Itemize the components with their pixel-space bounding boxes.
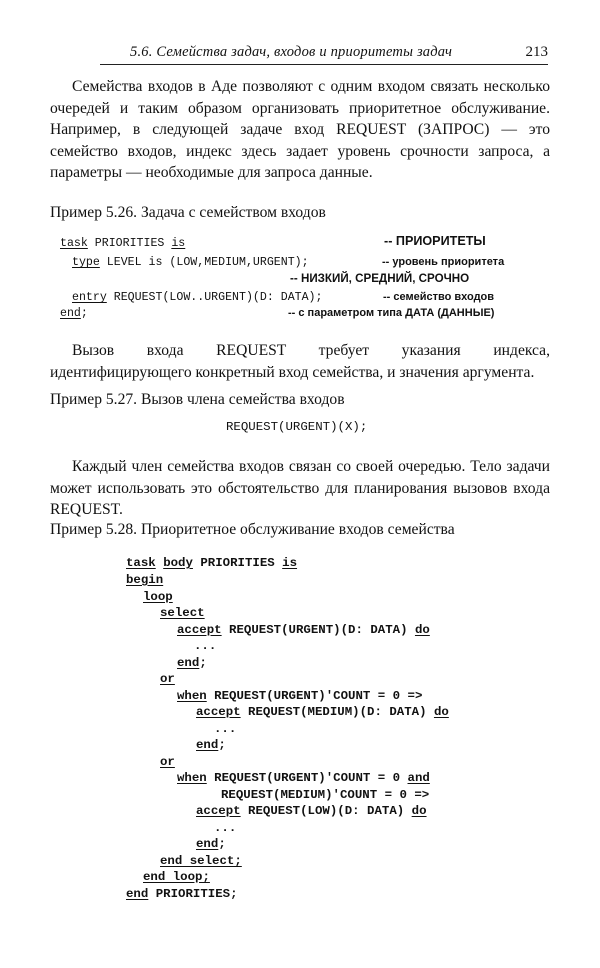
code-line xyxy=(143,590,173,604)
example-5-27-caption: Пример 5.27. Вызов члена семейства входов xyxy=(50,391,345,408)
section-title: 5.6. Семейства задач, входов и приоритеты задач xyxy=(130,44,453,60)
keyword: task xyxy=(126,556,156,570)
code-line xyxy=(72,256,309,270)
paragraph-entry-queues: Каждый член семейства входов связан со своей очередью. Тело задачи может использовать это обстоятельство для планирования вызовов входа REQUEST. xyxy=(50,458,550,518)
keyword: entry xyxy=(72,291,107,304)
code-line xyxy=(160,672,175,686)
code-comment: -- НИЗКИЙ, СРЕДНИЙ, СРОЧНО xyxy=(290,272,470,285)
code-line xyxy=(196,705,449,719)
code-line xyxy=(160,854,242,868)
code-text: ; xyxy=(199,656,207,670)
code-text: REQUEST(LOW)(D: DATA) xyxy=(240,804,412,818)
keyword: end xyxy=(126,887,149,901)
code-line xyxy=(60,307,88,321)
code-text: PRIORITIES xyxy=(87,237,172,250)
code-line xyxy=(177,623,430,637)
code-line xyxy=(143,870,210,884)
keyword: begin xyxy=(126,573,164,587)
code-text: REQUEST(MEDIUM)(D: DATA) xyxy=(240,705,434,719)
keyword: and xyxy=(407,771,430,785)
keyword: end xyxy=(60,307,81,320)
paragraph-entry-call: Вызов входа REQUEST требует указания индекса, идентифицирующего конкретный вход семейства, и значения аргумента. xyxy=(50,342,550,381)
keyword: body xyxy=(163,556,193,570)
code-text: LEVEL is (LOW,MEDIUM,URGENT); xyxy=(99,256,309,269)
code-text: PRIORITIES; xyxy=(148,887,238,901)
code-line xyxy=(177,689,422,703)
running-header xyxy=(100,44,548,66)
code-line xyxy=(196,738,226,752)
page-number: 213 xyxy=(525,44,548,60)
code-text: REQUEST(URGENT)'COUNT = 0 xyxy=(206,771,408,785)
keyword: end xyxy=(177,656,200,670)
keyword: is xyxy=(171,237,186,250)
keyword: when xyxy=(177,771,207,785)
code-text: REQUEST(LOW..URGENT)(D: DATA); xyxy=(106,291,323,304)
code-text: ; xyxy=(218,738,226,752)
code-line xyxy=(160,755,175,769)
code-text: ... xyxy=(214,722,237,736)
example-5-28-caption: Пример 5.28. Приоритетное обслуживание входов семейства xyxy=(50,521,455,538)
code-comment: -- с параметром типа ДАТА (ДАННЫЕ) xyxy=(288,307,495,319)
code-line xyxy=(196,804,427,818)
code-line xyxy=(126,556,297,570)
code-line xyxy=(214,821,236,835)
keyword: end loop; xyxy=(143,870,210,884)
keyword: type xyxy=(72,256,100,269)
code-text: PRIORITIES xyxy=(200,556,275,570)
code-text: ... xyxy=(194,639,217,653)
code-line xyxy=(177,656,207,670)
code-text: ... xyxy=(214,821,237,835)
code-line xyxy=(221,788,429,802)
code-line xyxy=(160,606,205,620)
keyword: do xyxy=(433,705,449,719)
keyword: select xyxy=(160,606,205,620)
keyword: end xyxy=(196,738,219,752)
code-text: ; xyxy=(218,837,226,851)
code-line xyxy=(126,573,163,587)
code-text: ; xyxy=(80,307,88,320)
code-line xyxy=(196,837,226,851)
code-line xyxy=(177,771,430,785)
code-text: REQUEST(URGENT)'COUNT = 0 => xyxy=(206,689,423,703)
keyword: or xyxy=(160,755,175,769)
keyword: is xyxy=(282,556,298,570)
paragraph-entry-families: Семейства входов в Аде позволяют с одним входом связать несколько очередей и таким образом организовать приоритетное обслуживание. Например, в следующей задаче вход REQUEST (ЗАПРОС) — это семейство входов, индекс здесь задает уровень срочности запроса, а параметры — необходимые для запроса данные. xyxy=(50,78,550,181)
header-rule xyxy=(100,64,548,65)
example-5-26-caption: Пример 5.26. Задача с семейством входов xyxy=(50,204,326,221)
code-comment: -- семейство входов xyxy=(383,291,495,303)
keyword: accept xyxy=(177,623,222,637)
keyword: or xyxy=(160,672,175,686)
code-text: REQUEST(URGENT)(D: DATA) xyxy=(221,623,415,637)
keyword: when xyxy=(177,689,207,703)
keyword: loop xyxy=(143,590,173,604)
keyword: accept xyxy=(196,804,241,818)
code-comment: -- уровень приоритета xyxy=(382,256,505,268)
keyword: end xyxy=(196,837,219,851)
code-comment: -- ПРИОРИТЕТЫ xyxy=(384,234,486,248)
code-text: REQUEST(MEDIUM)'COUNT = 0 => xyxy=(221,788,430,802)
keyword: accept xyxy=(196,705,241,719)
example-5-27-code: REQUEST(URGENT)(X); xyxy=(226,420,368,434)
code-line xyxy=(60,237,185,251)
keyword: task xyxy=(60,237,88,250)
keyword: do xyxy=(411,804,427,818)
code-line xyxy=(72,291,322,305)
keyword: do xyxy=(414,623,430,637)
code-line xyxy=(194,639,216,653)
code-line xyxy=(126,887,238,901)
code-line xyxy=(214,722,236,736)
keyword: end select; xyxy=(160,854,242,868)
